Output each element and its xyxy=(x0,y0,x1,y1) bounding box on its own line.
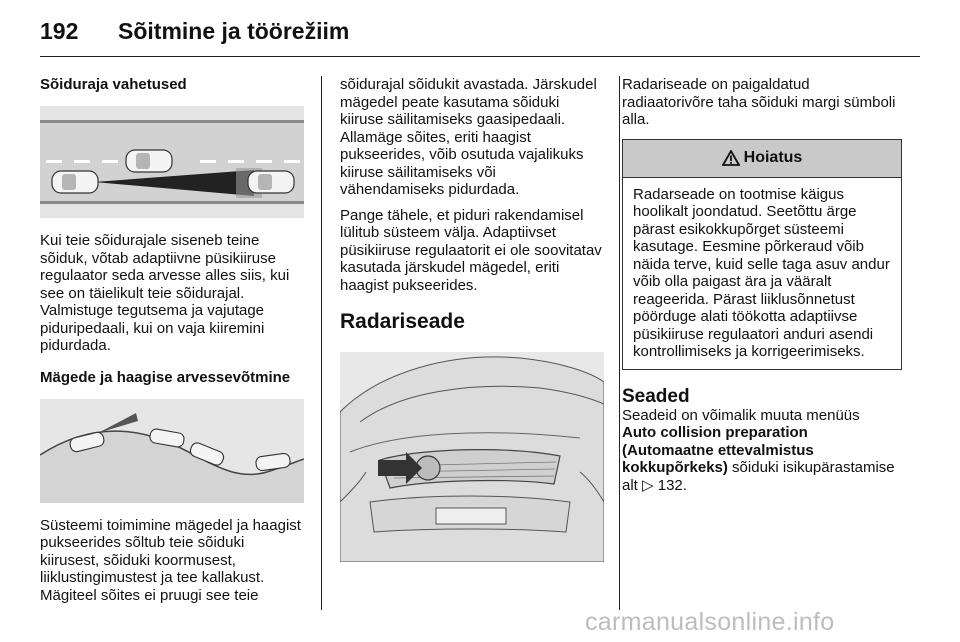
settings-tail: sõiduki isikupärastamise alt xyxy=(622,459,895,494)
lane-change-paragraph: Kui teie sõidurajale siseneb teine sõiduk, võtab adaptiivne püsikiiruse regulaator seda arvesse alles siis, kui see on täielikult teie sõidurajal. Valmistuge tegutsema ja vajutage piduripedaali, kui on vaja kiiremini pidurdada. xyxy=(40,232,290,354)
radar-heading: Radariseade xyxy=(340,310,465,333)
settings-heading: Seaded xyxy=(622,385,690,407)
column-1 xyxy=(40,76,304,604)
column-2 xyxy=(340,76,604,562)
lane-change-illustration xyxy=(40,106,304,218)
lane-change-heading: Sõiduraja vahetused xyxy=(40,76,187,93)
warning-box xyxy=(622,139,902,370)
column-3 xyxy=(622,76,902,494)
hills-illustration xyxy=(40,399,304,503)
warning-text: Radarseade on tootmise käigus hoolikalt joondatud. Seetõttu ärge pärast esikokkupõrget süsteemi kasutage. Eesmine põrkeraud võib näida terve, kuid selle taga asuv andur võib olla paigast ära ja vääralt reageerida. Pärast liiklusõnnetust pöörduge alati töökotta adaptiivse püsikiiruse regulaatori anduri asendi kontrollimiseks ja korrigeerimiseks. xyxy=(633,185,890,360)
hills-continued-paragraph: sõidurajal sõidukit avastada. Järskudel mägedel peate kasutama sõiduki kiiruse säilitamiseks gaasipedaali. Allamäge sõites, eriti haagist pukseerides, võib osutuda vajalikuks kiiruse säilitamiseks või vähendamiseks pidurdada. xyxy=(340,76,597,198)
settings-intro: Seadeid on võimalik muuta menüüs xyxy=(622,406,860,424)
column-divider-1 xyxy=(321,76,322,610)
page-number: 192 xyxy=(40,18,79,44)
hills-paragraph: Süsteemi toimimine mägedel ja haagist pukseerides sõltub teie sõiduki kiirusest, sõiduki koormusest, liiklustingimustest ja tee kallakust. Mägiteel sõites ei pruugi see teie xyxy=(40,516,301,604)
hills-trailer-heading: Mägede ja haagise arvessevõtmine xyxy=(40,368,291,386)
radar-location-paragraph: Radariseade on paigaldatud radiaatorivõre taha sõiduki margi sümboli alla. xyxy=(622,76,896,128)
warning-triangle-icon xyxy=(722,150,740,166)
hills-drawing xyxy=(40,399,304,503)
warning-title: Hoiatus xyxy=(743,149,803,166)
column-divider-2 xyxy=(619,76,620,610)
warning-body xyxy=(623,178,901,369)
warning-header xyxy=(623,140,901,178)
page-header xyxy=(40,14,920,60)
page-reference[interactable]: 132. xyxy=(653,476,687,494)
page-title: Sõitmine ja töörežiim xyxy=(118,18,350,44)
settings-menu-name: Auto collision preparation (Automaatne ettevalmistus kokkupõrkeks) xyxy=(622,424,814,476)
watermark: carmanualsonline.info xyxy=(585,608,835,636)
lane-change-drawing xyxy=(40,106,304,218)
triangle-right-icon: ▷ xyxy=(642,476,654,494)
settings-paragraph xyxy=(622,407,902,495)
radar-illustration xyxy=(340,352,604,562)
brake-note-paragraph: Pange tähele, et piduri rakendamisel lülitub süsteem välja. Adaptiivset püsikiiruse regulaatorit ei ole soovitatav kasutada järskudel mägedel, eriti haagist pukseerides. xyxy=(340,206,602,294)
radar-car-front-drawing xyxy=(340,352,604,562)
header-rule xyxy=(40,56,920,57)
